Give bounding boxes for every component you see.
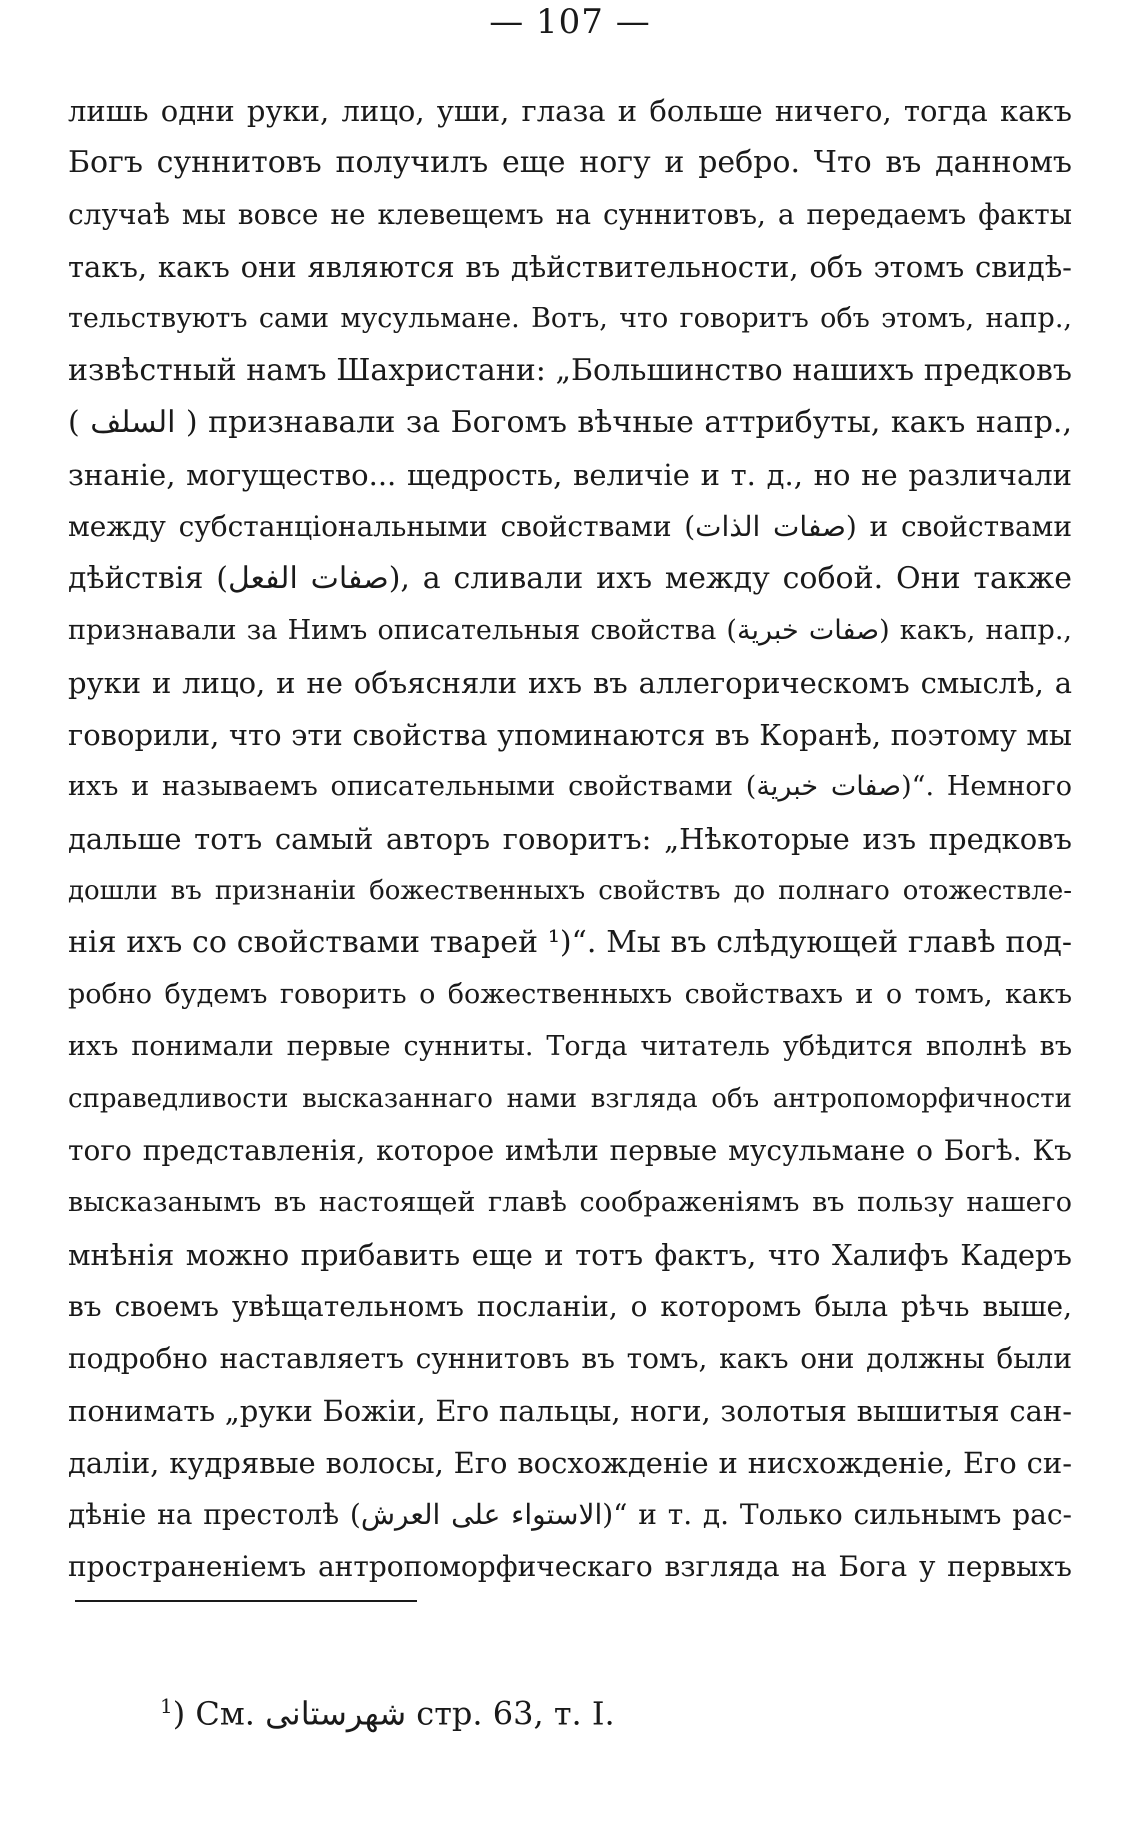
text-line: случаѣ мы вовсе не клевещемъ на суннитовъ, а передаемъ факты <box>68 198 1072 231</box>
page-number: — 107 — <box>489 2 651 42</box>
text-line: подробно наставляетъ суннитовъ въ томъ, какъ они должны были <box>68 1342 1072 1375</box>
text-line: пространеніемъ антропоморфическаго взгляда на Бога у первыхъ <box>68 1550 1072 1583</box>
text-line: нія ихъ со свойствами тварей ¹)“. Мы въ слѣдующей главѣ под- <box>68 925 1072 960</box>
footnote <box>160 1680 860 1740</box>
text-line: ихъ понимали первые сунниты. Тогда читатель убѣдится вполнѣ въ <box>68 1031 1072 1062</box>
text-line: даліи, кудрявые волосы, Его восхожденіе и нисхожденіе, Его си- <box>68 1446 1072 1480</box>
text-line: дальше тотъ самый авторъ говоритъ: „Нѣкоторые изъ предковъ <box>68 822 1072 856</box>
text-line: говорили, что эти свойства упоминаются въ Коранѣ, поэтому мы <box>68 718 1072 752</box>
footnote-text: ) См. شهرستانى стр. 63, т. I. <box>172 1694 615 1733</box>
footnote-divider <box>75 1600 417 1602</box>
text-line: дѣйствія (صفات الفعل), а сливали ихъ между собой. Они также <box>68 561 1073 596</box>
text-line: въ своемъ увѣщательномъ посланіи, о которомъ была рѣчь выше, <box>68 1290 1072 1323</box>
text-line: признавали за Нимъ описательныя свойства (صفات خبرية) какъ, напр., <box>68 615 1073 646</box>
text-line: мнѣнія можно прибавить еще и тотъ фактъ, что Халифъ Кадеръ <box>68 1238 1072 1272</box>
text-line: знаніе, могущество... щедрость, величіе и т. д., но не различали <box>68 458 1072 492</box>
text-line: высказанымъ въ настоящей главѣ соображеніямъ въ пользу нашего <box>68 1187 1072 1218</box>
footnote-marker: 1 <box>160 1694 173 1718</box>
text-line: ихъ и называемъ описательными свойствами (صفات خبرية)“. Немного <box>68 771 1073 802</box>
text-line: такъ, какъ они являются въ дѣйствительности, объ этомъ свидѣ- <box>68 250 1072 284</box>
text-line: Богъ суннитовъ получилъ еще ногу и ребро. Что въ данномъ <box>68 145 1072 180</box>
text-line: между субстанціональными свойствами (صفات الذات) и свойствами <box>68 510 1072 543</box>
text-line: справедливости высказаннаго нами взгляда объ антропоморфичности <box>68 1084 1072 1114</box>
text-line: ( السلف ) признавали за Богомъ вѣчные аттрибуты, какъ напр., <box>68 405 1072 440</box>
text-line: того представленія, которое имѣли первые мусульмане о Богѣ. Къ <box>68 1134 1072 1167</box>
text-line: дошли въ признаніи божественныхъ свойствъ до полнаго отожествле- <box>68 876 1072 906</box>
text-line: дѣніе на престолѣ (الاستواء على العرش)“ и т. д. Только сильнымъ рас- <box>68 1498 1073 1531</box>
text-line: робно будемъ говорить о божественныхъ свойствахъ и о томъ, какъ <box>68 979 1072 1010</box>
text-line: тельствуютъ сами мусульмане. Вотъ, что говоритъ объ этомъ, напр., <box>68 303 1072 334</box>
text-line: руки и лицо, и не объясняли ихъ въ аллегорическомъ смыслѣ, а <box>68 666 1072 700</box>
text-line: извѣстный намъ Шахристани: „Большинство нашихъ предковъ <box>68 353 1072 388</box>
text-line: понимать „руки Божіи, Его пальцы, ноги, золотыя вышитыя сан- <box>68 1394 1072 1428</box>
body-text <box>68 85 1072 1593</box>
text-line: лишь одни руки, лицо, уши, глаза и больше ничего, тогда какъ <box>68 94 1072 128</box>
